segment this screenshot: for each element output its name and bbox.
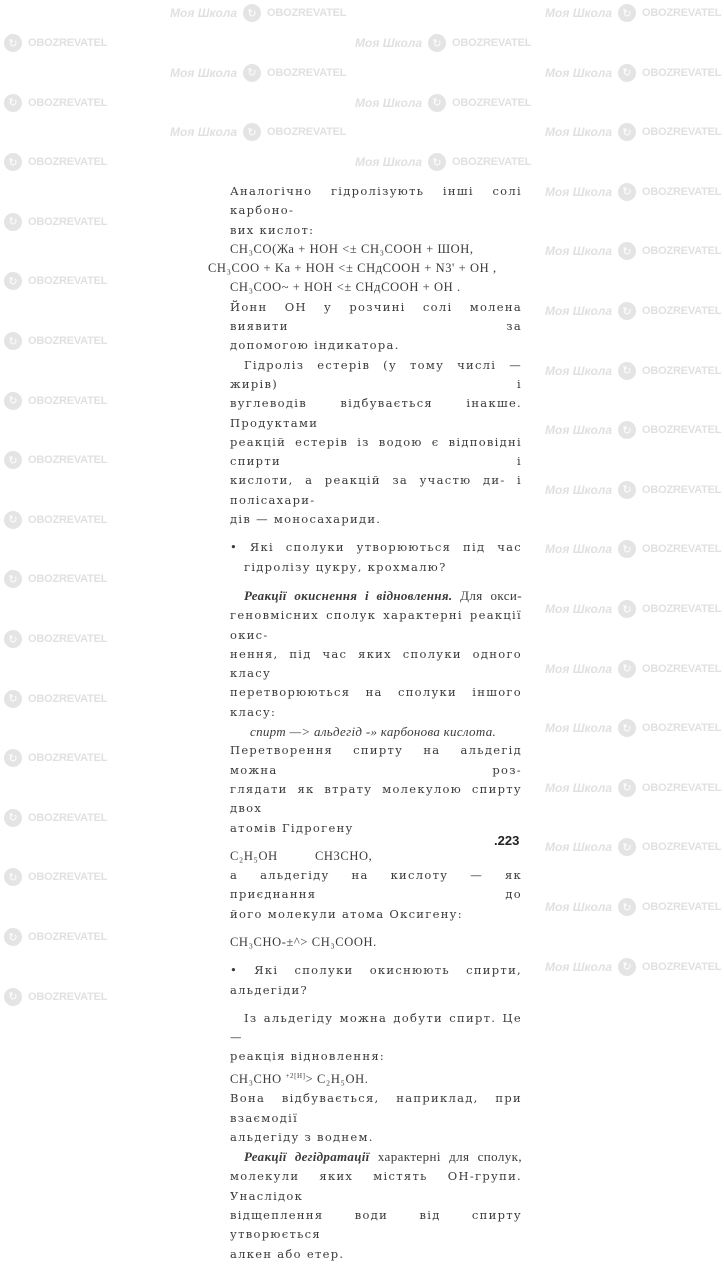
obozrevatel-logo-icon: ↻ bbox=[243, 4, 261, 22]
watermark bbox=[545, 4, 721, 22]
watermark-brand: OBOZREVATEL bbox=[452, 156, 532, 169]
watermark bbox=[4, 94, 107, 112]
watermark-school: Моя Школа bbox=[545, 184, 613, 199]
paragraph: Вона відбувається, наприклад, при взаємодії bbox=[230, 1091, 522, 1125]
watermark bbox=[545, 838, 721, 856]
equation bbox=[230, 1067, 522, 1089]
paragraph: його молекули атома Оксигену: bbox=[230, 906, 463, 921]
watermark bbox=[4, 749, 107, 767]
obozrevatel-logo-icon: ↻ bbox=[4, 928, 22, 946]
question: • Які сполуки утворюються під час гідролізу цукру, крохмалю? bbox=[230, 540, 522, 574]
obozrevatel-logo-icon: ↻ bbox=[4, 213, 22, 231]
watermark-school: Моя Школа bbox=[545, 602, 613, 616]
watermark-brand: OBOZREVATEL bbox=[642, 841, 722, 854]
obozrevatel-logo-icon: ↻ bbox=[4, 94, 22, 112]
watermark-school: Моя Школа bbox=[170, 6, 238, 20]
watermark bbox=[355, 94, 531, 112]
watermark bbox=[4, 809, 107, 827]
page-number: .223 bbox=[494, 833, 520, 848]
watermark bbox=[4, 392, 107, 410]
watermark bbox=[4, 988, 107, 1006]
equation-left: CH₃CHO bbox=[230, 1071, 286, 1086]
watermark bbox=[170, 64, 346, 82]
watermark-brand: OBOZREVATEL bbox=[28, 633, 108, 645]
watermark-school: Моя Школа bbox=[545, 721, 613, 736]
textbook-page bbox=[208, 182, 523, 1264]
paragraph: атомів Гідрогену bbox=[230, 820, 354, 835]
watermark bbox=[355, 34, 531, 52]
equation-right: > C₂H₅OH. bbox=[305, 1071, 369, 1086]
paragraph: реакція відновлення: bbox=[230, 1049, 386, 1064]
watermark bbox=[545, 660, 721, 678]
paragraph: відщеплення води від спирту утворюється bbox=[230, 1208, 522, 1242]
watermark bbox=[4, 213, 107, 231]
obozrevatel-logo-icon: ↻ bbox=[618, 719, 636, 737]
watermark-school: Моя Школа bbox=[545, 244, 613, 259]
watermark bbox=[545, 242, 721, 260]
paragraph: молекули яких містять ОН-групи. Унаслідок bbox=[230, 1169, 522, 1203]
watermark-brand: OBOZREVATEL bbox=[452, 37, 532, 49]
watermark-school: Моя Школа bbox=[545, 65, 613, 80]
paragraph: допомогою індикатора. bbox=[230, 338, 400, 353]
watermark bbox=[545, 540, 721, 558]
obozrevatel-logo-icon: ↻ bbox=[4, 511, 22, 529]
paragraph: нення, під час яких сполуки одного класу bbox=[230, 646, 522, 681]
paragraph: Перетворення спирту на альдегід можна роз- bbox=[230, 743, 522, 777]
watermark-brand: OBOZREVATEL bbox=[642, 185, 722, 198]
section-heading: Реакції дегідратації bbox=[244, 1149, 370, 1165]
watermark bbox=[545, 64, 721, 82]
arrow-label: +2[H] bbox=[285, 1071, 306, 1080]
paragraph: Йонн ОН у розчині солі молена виявити за bbox=[230, 299, 522, 334]
watermark-brand: OBOZREVATEL bbox=[642, 543, 722, 556]
obozrevatel-logo-icon: ↻ bbox=[243, 64, 261, 82]
obozrevatel-logo-icon: ↻ bbox=[428, 34, 446, 52]
watermark-brand: OBOZREVATEL bbox=[642, 901, 722, 913]
obozrevatel-logo-icon: ↻ bbox=[4, 272, 22, 290]
obozrevatel-logo-icon: ↻ bbox=[4, 809, 22, 827]
watermark-school: Моя Школа bbox=[355, 155, 423, 170]
obozrevatel-logo-icon: ↻ bbox=[618, 242, 636, 260]
obozrevatel-logo-icon: ↻ bbox=[4, 153, 22, 171]
paragraph: геновмісних сполук характерні реакції окис- bbox=[230, 608, 522, 642]
paragraph: Для окси- bbox=[452, 587, 523, 603]
paragraph: Гідроліз естерів (у тому числі — жирів) і bbox=[230, 357, 522, 391]
watermark-school: Моя Школа bbox=[545, 482, 613, 497]
reaction-scheme: спирт —> альдегід -» карбонова кислота. bbox=[250, 724, 497, 740]
watermark-brand: OBOZREVATEL bbox=[642, 305, 722, 317]
paragraph: вих кислот: bbox=[230, 222, 315, 237]
obozrevatel-logo-icon: ↻ bbox=[618, 600, 636, 618]
equation: CH₃CHO-±^> CH₃COOH. bbox=[230, 934, 377, 949]
watermark-brand: OBOZREVATEL bbox=[642, 424, 722, 437]
watermark-brand: OBOZREVATEL bbox=[28, 990, 108, 1003]
obozrevatel-logo-icon: ↻ bbox=[4, 570, 22, 588]
watermark-school: Моя Школа bbox=[545, 780, 613, 795]
obozrevatel-logo-icon: ↻ bbox=[4, 868, 22, 886]
watermark-brand: OBOZREVATEL bbox=[28, 454, 108, 467]
watermark-school: Моя Школа bbox=[545, 542, 613, 557]
obozrevatel-logo-icon: ↻ bbox=[4, 392, 22, 410]
watermark-brand: OBOZREVATEL bbox=[642, 7, 722, 19]
watermark-brand: OBOZREVATEL bbox=[28, 335, 108, 347]
watermark bbox=[545, 302, 721, 320]
watermark-brand: OBOZREVATEL bbox=[267, 126, 347, 139]
paragraph: вуглеводів відбувається інакше. Продуктами bbox=[230, 396, 522, 430]
watermark-brand: OBOZREVATEL bbox=[28, 394, 108, 407]
watermark-school: Моя Школа bbox=[170, 125, 238, 140]
watermark-brand: OBOZREVATEL bbox=[28, 692, 108, 705]
obozrevatel-logo-icon: ↻ bbox=[618, 183, 636, 201]
watermark bbox=[545, 123, 721, 141]
watermark-brand: OBOZREVATEL bbox=[28, 931, 108, 943]
watermark-brand: OBOZREVATEL bbox=[642, 781, 722, 794]
watermark bbox=[4, 451, 107, 469]
paragraph: альдегіду з воднем. bbox=[230, 1129, 374, 1144]
paragraph: Із альдегіду можна добути спирт. Це — bbox=[230, 1010, 522, 1045]
watermark-brand: OBOZREVATEL bbox=[267, 66, 347, 79]
watermark-school: Моя Школа bbox=[355, 95, 423, 110]
watermark bbox=[4, 690, 107, 708]
paragraph: алкен або етер. bbox=[230, 1246, 345, 1261]
obozrevatel-logo-icon: ↻ bbox=[618, 4, 636, 22]
question: • Які сполуки окиснюють спирти, альдегіди? bbox=[230, 963, 522, 997]
paragraph: дів — моносахариди. bbox=[230, 512, 382, 527]
obozrevatel-logo-icon: ↻ bbox=[618, 481, 636, 499]
watermark bbox=[545, 481, 721, 499]
section-heading: Реакції окиснення і відновлення. bbox=[244, 587, 453, 603]
watermark bbox=[4, 153, 107, 171]
watermark-brand: OBOZREVATEL bbox=[28, 811, 108, 824]
watermark bbox=[545, 421, 721, 439]
watermark-school: Моя Школа bbox=[545, 840, 613, 855]
watermark-brand: OBOZREVATEL bbox=[28, 871, 108, 884]
watermark bbox=[4, 928, 107, 946]
watermark-brand: OBOZREVATEL bbox=[452, 96, 532, 109]
obozrevatel-logo-icon: ↻ bbox=[4, 332, 22, 350]
paragraph: а альдегіду на кислоту — як приєднання до bbox=[230, 868, 522, 902]
watermark-school: Моя Школа bbox=[545, 6, 613, 20]
watermark-school: Моя Школа bbox=[545, 125, 613, 140]
obozrevatel-logo-icon: ↻ bbox=[618, 362, 636, 380]
watermark-brand: OBOZREVATEL bbox=[642, 126, 722, 139]
watermark-brand: OBOZREVATEL bbox=[28, 156, 108, 169]
watermark-brand: OBOZREVATEL bbox=[642, 483, 722, 496]
watermark bbox=[545, 779, 721, 797]
obozrevatel-logo-icon: ↻ bbox=[618, 64, 636, 82]
watermark-brand: OBOZREVATEL bbox=[267, 7, 347, 19]
watermark bbox=[545, 958, 721, 976]
obozrevatel-logo-icon: ↻ bbox=[243, 123, 261, 141]
obozrevatel-logo-icon: ↻ bbox=[4, 451, 22, 469]
obozrevatel-logo-icon: ↻ bbox=[618, 123, 636, 141]
watermark-brand: OBOZREVATEL bbox=[28, 573, 108, 586]
watermark-brand: OBOZREVATEL bbox=[28, 215, 108, 228]
watermark-brand: OBOZREVATEL bbox=[642, 364, 722, 377]
watermark bbox=[545, 183, 721, 201]
watermark-brand: OBOZREVATEL bbox=[642, 245, 722, 258]
obozrevatel-logo-icon: ↻ bbox=[618, 540, 636, 558]
watermark-school: Моя Школа bbox=[545, 900, 613, 914]
watermark bbox=[545, 719, 721, 737]
watermark-brand: OBOZREVATEL bbox=[28, 37, 108, 49]
watermark-school: Моя Школа bbox=[545, 304, 613, 318]
watermark-school: Моя Школа bbox=[545, 661, 613, 676]
watermark-school: Моя Школа bbox=[355, 36, 423, 50]
watermark-brand: OBOZREVATEL bbox=[642, 960, 722, 973]
watermark-brand: OBOZREVATEL bbox=[28, 752, 108, 765]
equation: CH₃CO(Жа + HOH <± CH₃COOH + ШОН, bbox=[230, 241, 474, 256]
obozrevatel-logo-icon: ↻ bbox=[4, 34, 22, 52]
obozrevatel-logo-icon: ↻ bbox=[4, 749, 22, 767]
watermark-school: Моя Школа bbox=[545, 959, 613, 974]
obozrevatel-logo-icon: ↻ bbox=[4, 630, 22, 648]
obozrevatel-logo-icon: ↻ bbox=[4, 988, 22, 1006]
watermark bbox=[4, 868, 107, 886]
watermark bbox=[545, 898, 721, 916]
watermark bbox=[4, 34, 107, 52]
watermark-school: Моя Школа bbox=[170, 65, 238, 80]
watermark-school: Моя Школа bbox=[545, 363, 613, 378]
watermark-brand: OBOZREVATEL bbox=[28, 513, 108, 526]
paragraph: перетворюються на сполуки іншого класу: bbox=[230, 685, 522, 719]
watermark bbox=[170, 4, 346, 22]
watermark bbox=[355, 153, 531, 171]
paragraph: реакцій естерів із водою є відповідні спирти і bbox=[230, 434, 522, 469]
paragraph: кислоти, а реакцій за участю ди- і полісахари- bbox=[230, 473, 522, 507]
watermark bbox=[170, 123, 346, 141]
watermark bbox=[4, 570, 107, 588]
watermark-school: Моя Школа bbox=[545, 423, 613, 438]
obozrevatel-logo-icon: ↻ bbox=[4, 690, 22, 708]
watermark-brand: OBOZREVATEL bbox=[642, 662, 722, 675]
paragraph: глядати як втрату молекулою спирту двох bbox=[230, 781, 522, 816]
paragraph: характерні для сполук, bbox=[369, 1149, 522, 1165]
obozrevatel-logo-icon: ↻ bbox=[618, 898, 636, 916]
watermark bbox=[4, 332, 107, 350]
obozrevatel-logo-icon: ↻ bbox=[618, 958, 636, 976]
obozrevatel-logo-icon: ↻ bbox=[618, 838, 636, 856]
watermark-brand: OBOZREVATEL bbox=[642, 603, 722, 615]
obozrevatel-logo-icon: ↻ bbox=[618, 421, 636, 439]
watermark bbox=[4, 511, 107, 529]
obozrevatel-logo-icon: ↻ bbox=[618, 779, 636, 797]
watermark bbox=[4, 272, 107, 290]
watermark bbox=[4, 630, 107, 648]
obozrevatel-logo-icon: ↻ bbox=[428, 153, 446, 171]
obozrevatel-logo-icon: ↻ bbox=[618, 660, 636, 678]
watermark-brand: OBOZREVATEL bbox=[28, 96, 108, 109]
paragraph: Аналогічно гідролізують інші солі карбоно- bbox=[230, 184, 522, 218]
watermark bbox=[545, 600, 721, 618]
watermark-brand: OBOZREVATEL bbox=[28, 275, 108, 288]
watermark bbox=[545, 362, 721, 380]
equation: CH₃COO + Ka + HOH <± CHдCOOH + N3' + OH , bbox=[208, 261, 497, 276]
watermark-brand: OBOZREVATEL bbox=[642, 66, 722, 79]
equation: C₂H₅OH CH3CHO, bbox=[230, 848, 373, 863]
watermark-brand: OBOZREVATEL bbox=[642, 722, 722, 735]
obozrevatel-logo-icon: ↻ bbox=[618, 302, 636, 320]
obozrevatel-logo-icon: ↻ bbox=[428, 94, 446, 112]
equation: CH₃COO~ + HOH <± CHдCOOH + OH . bbox=[230, 280, 461, 295]
